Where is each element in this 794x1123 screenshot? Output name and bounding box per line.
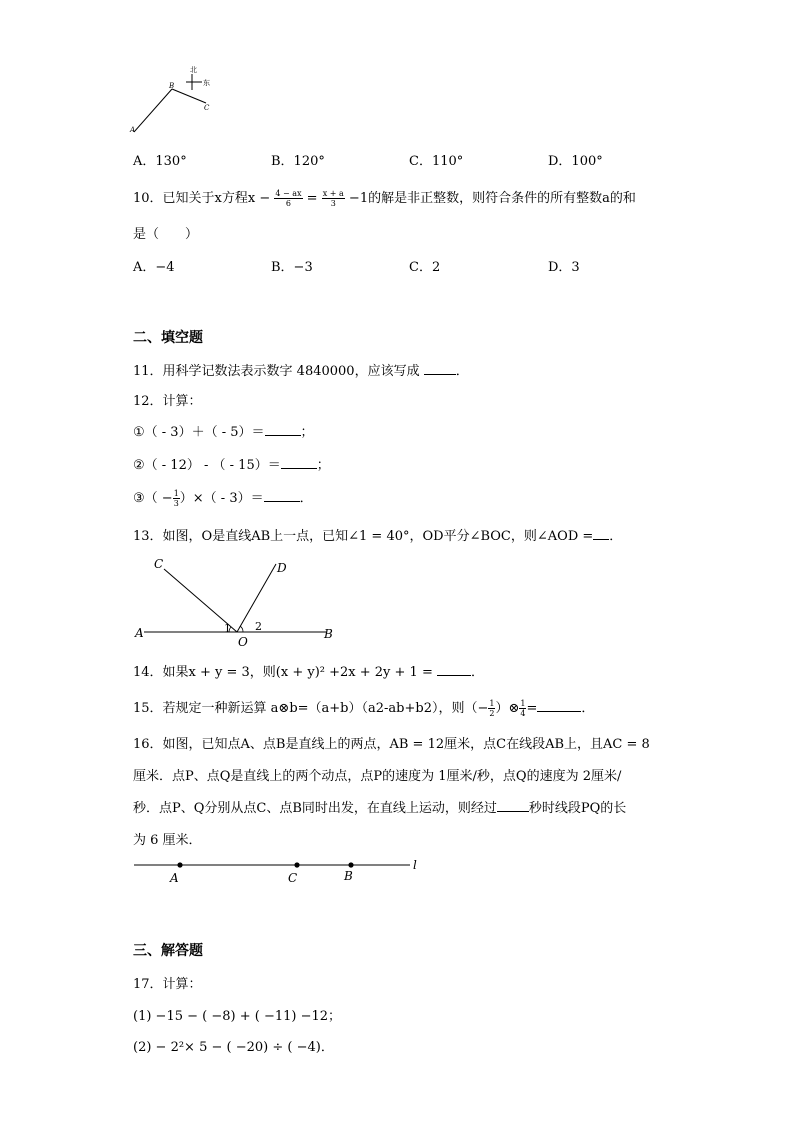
- q15-end: ．: [581, 701, 595, 716]
- section3-heading: 三、解答题: [133, 943, 203, 959]
- angle-2-label: 2: [255, 620, 262, 633]
- point-a-label: A: [170, 871, 179, 885]
- q12-sub3-post: ）×（ - 3）＝: [179, 491, 264, 506]
- q12-sub3-fraction: [173, 489, 180, 508]
- q15-f2-denominator: 4: [520, 709, 526, 718]
- q12-sub3-denominator: 3: [173, 499, 179, 508]
- q11-answer-blank[interactable]: [424, 362, 456, 375]
- q9-direction-figure: [128, 62, 228, 134]
- point-b-dot: [348, 862, 353, 867]
- q14-answer-blank[interactable]: [437, 663, 471, 676]
- q12-sub1-blank[interactable]: [265, 423, 301, 436]
- q12-sub1: [133, 421, 314, 440]
- point-b-label: B: [324, 627, 333, 641]
- q12-title: 12．计算：: [133, 394, 202, 409]
- q16-line1: 16．如图，已知点A、点B是直线上的两点，AB = 12厘米，点C在线段AB上，且AC = 8: [133, 737, 650, 752]
- q10-line2: 是（ ）: [133, 227, 199, 242]
- q11-text: 11．用科学记数法表示数字 4840000，应该写成: [133, 364, 424, 379]
- q15-f1-numerator: 1: [489, 699, 495, 708]
- point-a-dot: [177, 862, 182, 867]
- q10-equals: =: [302, 191, 322, 206]
- angle-1-label: 1: [224, 622, 231, 635]
- q10-fraction-2: [322, 189, 345, 208]
- q13-answer-blank[interactable]: [593, 527, 609, 540]
- point-c-dot: [294, 862, 299, 867]
- q16-number-line-figure: [130, 855, 425, 887]
- q10-suffix: −1的解是非正整数，则符合条件的所有整数a的和: [344, 191, 636, 206]
- q12-sub2-text: ②（ - 12） - （ - 15）＝: [133, 458, 281, 473]
- q17-title: 17．计算：: [133, 977, 202, 992]
- point-b-label: B: [169, 82, 175, 90]
- q10-frac2-numerator: x + a: [322, 189, 344, 198]
- point-a-label: A: [130, 126, 136, 134]
- q10-frac2-denominator: 3: [330, 199, 336, 208]
- q15-pre: 15．若规定一种新运算 a⊗b=（a+b）（a2-ab+b2），则（−: [133, 701, 489, 716]
- q10-frac1-denominator: 6: [285, 199, 291, 208]
- q14-text: 14．如果x + y = 3，则(x + y)² +2x + 2y + 1 =: [133, 665, 437, 680]
- q16-line2: 厘米．点P、点Q是直线上的两个动点，点P的速度为 1厘米/秒，点Q的速度为 2厘米/: [133, 769, 622, 784]
- q17-sub1: (1) −15 − ( −8) + ( −11) −12；: [133, 1009, 342, 1024]
- q12-sub3-pre: ③（ −: [133, 491, 173, 506]
- q12-sub2-end: ；: [316, 458, 330, 473]
- q15-f1-denominator: 2: [489, 709, 495, 718]
- segment-ab: [134, 89, 172, 132]
- q14-end: ．: [470, 665, 484, 680]
- point-c-label: C: [154, 557, 164, 571]
- point-o-label: O: [238, 635, 248, 649]
- q10-option-c[interactable]: C．2: [409, 260, 441, 275]
- north-label: 北: [190, 66, 197, 74]
- q15-question: [133, 697, 594, 718]
- q9-option-d[interactable]: D．100°: [548, 154, 603, 169]
- segment-bc: [172, 89, 206, 103]
- q11-end: ．: [455, 364, 469, 379]
- section2-heading: 二、填空题: [133, 330, 203, 346]
- q14-question: [133, 661, 484, 680]
- q12-sub2-blank[interactable]: [281, 456, 317, 469]
- q16-line4: 为 6 厘米．: [133, 833, 202, 848]
- q12-sub3-numerator: 1: [173, 489, 179, 498]
- q16-line3: [133, 797, 626, 816]
- q16-line3-pre: 秒．点P、Q分别从点C、点B同时出发，在直线上运动，则经过: [133, 801, 497, 816]
- q10-prefix: 10．已知关于x方程x −: [133, 191, 275, 206]
- q12-sub3-end: ．: [299, 491, 313, 506]
- q9-option-a[interactable]: A．130°: [133, 154, 187, 169]
- q13-text: 13．如图，O是直线AB上一点，已知∠1 = 40°，OD平分∠BOC，则∠AOD =: [133, 529, 594, 544]
- q11-question: [133, 360, 469, 379]
- east-label: 东: [203, 79, 210, 87]
- q13-end: ．: [609, 529, 623, 544]
- point-c-label: C: [288, 871, 298, 885]
- point-d-label: D: [277, 561, 287, 575]
- point-a-label: A: [135, 626, 144, 640]
- q9-option-b[interactable]: B．120°: [271, 154, 325, 169]
- q9-option-c[interactable]: C．110°: [409, 154, 464, 169]
- q12-sub1-text: ①（ - 3）＋（ - 5）＝: [133, 425, 265, 440]
- line-l-label: l: [413, 858, 417, 872]
- point-b-label: B: [344, 869, 353, 883]
- q15-f2-numerator: 1: [520, 699, 526, 708]
- q12-sub3: [133, 487, 313, 508]
- q10-frac1-numerator: 4 − ax: [275, 189, 302, 198]
- q16-answer-blank[interactable]: [497, 799, 529, 812]
- q12-sub2: [133, 454, 330, 473]
- q15-answer-blank[interactable]: [537, 699, 581, 712]
- q12-sub3-blank[interactable]: [264, 489, 300, 502]
- q13-angle-figure: [130, 552, 350, 650]
- q10-option-a[interactable]: A．−4: [133, 260, 175, 275]
- q10-question: [133, 187, 636, 208]
- q17-sub2: (2) − 2²× 5 − ( −20) ÷ ( −4)．: [133, 1040, 334, 1055]
- q15-mid: ）⊗: [495, 701, 520, 716]
- q15-equals: =: [526, 701, 538, 716]
- q10-fraction-1: [274, 189, 302, 208]
- q12-sub1-end: ；: [300, 425, 314, 440]
- q16-line3-post: 秒时线段PQ的长: [528, 801, 627, 816]
- q10-option-d[interactable]: D．3: [548, 260, 580, 275]
- q13-question: [133, 525, 622, 544]
- q10-option-b[interactable]: B．−3: [271, 260, 313, 275]
- point-c-label: C: [204, 104, 210, 112]
